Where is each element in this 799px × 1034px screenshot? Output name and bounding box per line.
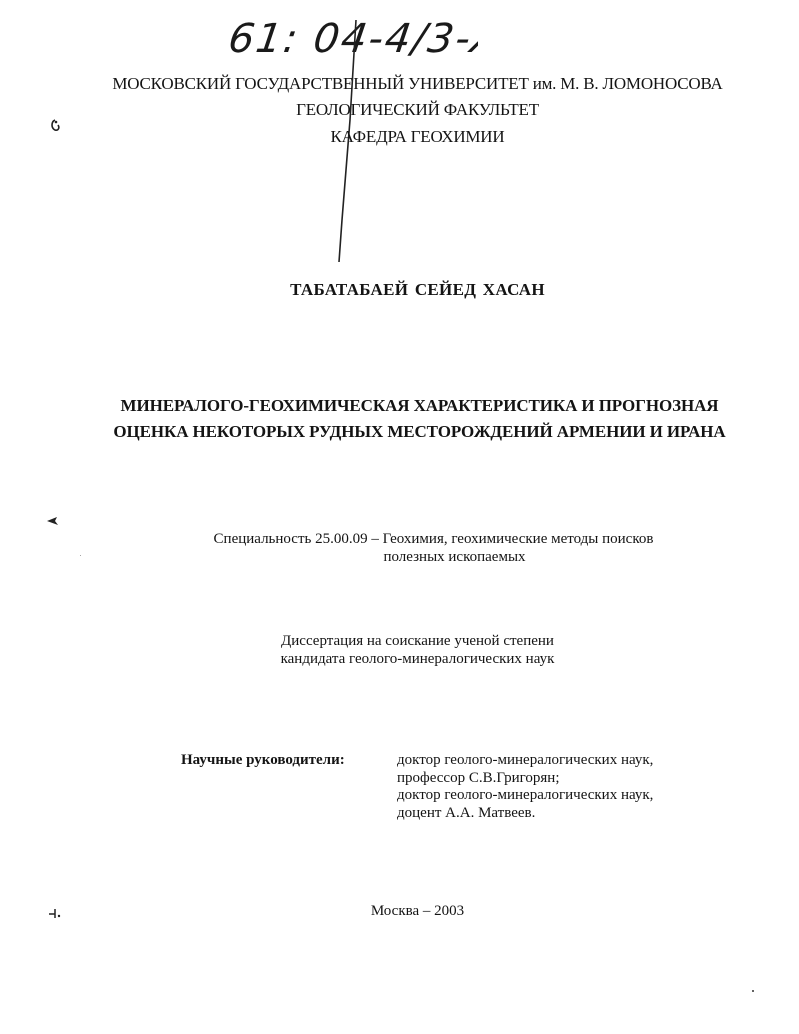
scan-mark-icon bbox=[45, 514, 61, 528]
degree-line-2: кандидата геолого-минералогических наук bbox=[280, 651, 555, 667]
degree-line-1: Диссертация на соискание ученой степени bbox=[281, 633, 554, 649]
supervisor-line: доцент А.А. Матвеев. bbox=[397, 804, 536, 821]
dissertation-title-line-2: ОЦЕНКА НЕКОТОРЫХ РУДНЫХ МЕСТОРОЖДЕНИЙ АРМЕНИИ И ИРАНА bbox=[113, 422, 726, 441]
supervisors-label: Научные руководители: bbox=[181, 752, 345, 768]
supervisor-line: доктор геолого-минералогических наук, bbox=[397, 787, 654, 803]
supervisor-line: доктор геолого-минералогических наук, bbox=[397, 752, 654, 768]
university-name: МОСКОВСКИЙ ГОСУДАРСТВЕННЫЙ УНИВЕРСИТЕТ им. М. В. ЛОМОНОСОВА bbox=[112, 74, 723, 93]
department-name: КАФЕДРА ГЕОХИМИИ bbox=[330, 127, 505, 146]
author-name: ТАБАТАБАЕЙ СЕЙЕД ХАСАН bbox=[290, 280, 545, 299]
scan-speck bbox=[752, 990, 754, 992]
dissertation-title-line-1: МИНЕРАЛОГО-ГЕОХИМИЧЕСКАЯ ХАРАКТЕРИСТИКА И ПРОГНОЗНАЯ bbox=[120, 396, 719, 415]
specialty-line-2: полезных ископаемых bbox=[383, 549, 526, 565]
specialty-line-1: Специальность 25.00.09 – Геохимия, геохимические методы поисков bbox=[213, 531, 654, 547]
scan-mark-icon bbox=[46, 906, 62, 920]
supervisor-line: профессор С.В.Григорян; bbox=[397, 769, 560, 786]
scan-mark-icon bbox=[48, 118, 62, 134]
scan-speck bbox=[80, 555, 81, 556]
supervisors-list bbox=[397, 752, 653, 822]
city-year: Москва – 2003 bbox=[370, 903, 465, 919]
archive-code-text: 61: 04-4/3-X bbox=[228, 16, 478, 62]
pen-stroke bbox=[0, 0, 799, 300]
faculty-name: ГЕОЛОГИЧЕСКИЙ ФАКУЛЬТЕТ bbox=[296, 100, 539, 119]
